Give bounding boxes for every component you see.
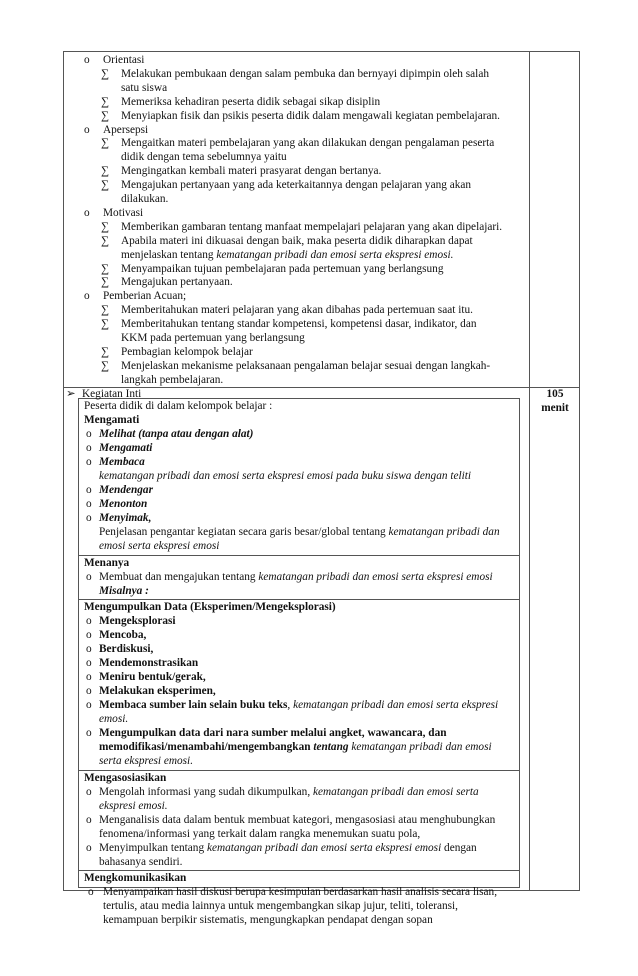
mengumpulkan-item: Mengeksplorasi (99, 615, 176, 627)
mengumpulkan-title: Mengumpulkan Data (Eksperimen/Mengeksplorasi) (84, 601, 336, 613)
separator (78, 599, 520, 600)
sigma-bullet-icon: ∑ (101, 109, 110, 122)
circle-bullet-icon: o (86, 671, 92, 683)
orientasi-item-1-line-0: Memeriksa kehadiran peserta didik sebagai sikap disiplin (121, 95, 381, 108)
menanya-text (99, 571, 493, 585)
orientasi-item-0-line-0: Melakukan pembukaan dengan salam pembuka dan bernyayi dipimpin oleh salah (121, 67, 489, 80)
circle-bullet-icon: o (86, 699, 92, 711)
asosiasi-c1: Menyimpulkan tentang (99, 842, 207, 854)
menanya-text-a: Membuat dan mengajukan tentang (99, 571, 259, 583)
mengumpulkan-item: Berdiskusi, (99, 643, 154, 655)
sigma-bullet-icon: ∑ (101, 234, 110, 247)
pemberian_acuan-item-2-line-0: Pembagian kelompok belajar (121, 345, 253, 358)
mengkomunikasikan-title: Mengkomunikasikan (84, 872, 187, 884)
kegiatan-inti-heading: Kegiatan Inti (82, 388, 142, 400)
separator (78, 555, 520, 556)
asosiasi-c4: bahasanya sendiri. (99, 856, 183, 868)
column-divider (529, 51, 530, 891)
membaca-a: Membaca sumber lain selain buku teks (99, 699, 288, 711)
duration (530, 388, 580, 415)
apersepsi-item-2-line-0: Mengajukan pertanyaan yang ada keterkaitannya dengan pelajaran yang akan (121, 179, 472, 192)
menyimak-detail-c: emosi serta ekspresi emosi (99, 540, 220, 552)
sigma-bullet-icon: ∑ (101, 345, 110, 358)
circle-bullet-icon: o (84, 290, 90, 303)
mengamati-mendengar: Mendengar (99, 484, 153, 496)
kumpul-d: kematangan pribadi dan emosi (351, 741, 492, 753)
mengumpulkan-membaca-c: emosi. (99, 713, 129, 725)
kumpul-b: memodifikasi/menambahi/mengembangkan (99, 741, 311, 753)
asosiasi-a2: kematangan pribadi dan emosi serta (312, 786, 479, 798)
mengumpulkan-item: Mencoba, (99, 629, 147, 641)
mengamati-membaca: Membaca (99, 456, 145, 468)
circle-bullet-icon: o (86, 571, 92, 583)
circle-bullet-icon: o (88, 886, 94, 898)
circle-bullet-icon: o (86, 786, 92, 798)
inti-intro: Peserta didik di dalam kelompok belajar : (84, 400, 273, 412)
sigma-bullet-icon: ∑ (101, 276, 110, 289)
menanya-text-b: kematangan pribadi dan emosi serta ekspresi emosi (258, 571, 493, 583)
orientasi-item-0-line-1: satu siswa (121, 81, 168, 94)
circle-bullet-icon: o (86, 442, 92, 454)
asosiasi-c (99, 842, 477, 856)
motivasi-italic-tail: kematangan pribadi dan emosi serta ekspresi emosi. (216, 248, 454, 261)
komunikasi-line-3: kemampuan berpikir sistematis, mengungkapkan pendapat dengan sopan (103, 914, 433, 926)
asosiasi-b2: fenomena/informasi yang terkait dalam rangka menemukan suatu pola, (99, 828, 421, 840)
pemberian_acuan-item-3-line-0: Menjelaskan mekanisme pelaksanaan pengalaman belajar sesuai dengan langkah- (121, 359, 491, 372)
apersepsi-item-1-line-0: Mengingatkan kembali materi prasyarat dengan bertanya. (121, 165, 382, 178)
circle-bullet-icon: o (86, 615, 92, 627)
separator (78, 870, 520, 871)
pemberian_acuan-item-3-line-1: langkah pembelajaran. (121, 373, 224, 386)
circle-bullet-icon: o (86, 727, 92, 739)
menanya-title: Menanya (84, 557, 130, 569)
menyimak-detail (99, 526, 500, 540)
motivasi-title: Motivasi (103, 206, 144, 219)
motivasi-item-3-line-0: Mengajukan pertanyaan. (121, 276, 233, 289)
sigma-bullet-icon: ∑ (101, 67, 110, 80)
orientasi-title: Orientasi (103, 54, 145, 66)
menyimak-detail-a: Penjelasan pengantar kegiatan secara garis besar/global tentang (99, 526, 389, 538)
motivasi-item-1-line-1-text: menjelaskan tentang (121, 248, 217, 261)
komunikasi-line-1: Menyampaikan hasil diskusi berupa kesimpulan berdasarkan hasil analisis secara lisan, (103, 886, 498, 898)
mengumpulkan-kumpul-a: Mengumpulkan data dari nara sumber melalui angket, wawancara, dan (99, 727, 447, 739)
asosiasi-a (99, 786, 479, 800)
separator (78, 770, 520, 771)
asosiasi-a3: ekspresi emosi. (99, 800, 168, 812)
circle-bullet-icon: o (86, 428, 92, 440)
circle-bullet-icon: o (86, 643, 92, 655)
pemberian_acuan-item-1-line-1: KKM pada pertemuan yang berlangsung (121, 332, 305, 344)
menyimak-detail-b: kematangan pribadi dan (388, 526, 500, 538)
kumpul-c: tentang (313, 741, 349, 753)
mengumpulkan-kumpul-line2 (99, 741, 492, 755)
pemberian_acuan-title: Pemberian Acuan; (103, 290, 187, 303)
circle-bullet-icon: o (86, 512, 92, 524)
circle-bullet-icon: o (86, 657, 92, 669)
sigma-bullet-icon: ∑ (101, 165, 110, 178)
circle-bullet-icon: o (86, 629, 92, 641)
mengamati-melihat: Melihat (tanpa atau dengan alat) (99, 428, 254, 440)
membaca-b: , kematangan pribadi dan emosi serta ekspresi (287, 699, 499, 711)
mengamati-menyimak: Menyimak, (99, 512, 152, 524)
circle-bullet-icon: o (86, 685, 92, 697)
mengumpulkan-item: Melakukan eksperimen, (99, 685, 216, 697)
sigma-bullet-icon: ∑ (101, 262, 110, 275)
sigma-bullet-icon: ∑ (101, 179, 110, 192)
asosiasi-b1: Menganalisis data dalam bentuk membuat kategori, mengasosiasi atau menghubungkan (99, 814, 496, 826)
apersepsi-item-0-line-0: Mengaitkan materi pembelajaran yang akan dilakukan dengan pengalaman peserta (121, 137, 495, 150)
sigma-bullet-icon: ∑ (101, 95, 110, 108)
pemberian_acuan-item-1-line-0: Memberitahukan tentang standar kompetensi, kompetensi dasar, indikator, dan (121, 318, 477, 331)
motivasi-item-1-line-0: Apabila materi ini dikuasai dengan baik, maka peserta didik diharapkan dapat (121, 234, 473, 247)
menanya-misalnya: Misalnya : (99, 585, 149, 597)
duration-unit: menit (541, 401, 569, 414)
sigma-bullet-icon: ∑ (101, 220, 110, 233)
asosiasi-c3: dengan (441, 842, 477, 854)
apersepsi-item-0-line-1: didik dengan tema sebelumnya yaitu (121, 151, 287, 164)
duration-value: 105 (546, 388, 564, 400)
sigma-bullet-icon: ∑ (101, 137, 110, 150)
circle-bullet-icon: o (86, 814, 92, 826)
circle-bullet-icon: o (86, 456, 92, 468)
circle-bullet-icon: o (84, 54, 90, 66)
asosiasi-a1: Mengolah informasi yang sudah dikumpulkan, (99, 786, 313, 798)
mengumpulkan-item: Mendemonstrasikan (99, 657, 199, 669)
circle-bullet-icon: o (86, 842, 92, 854)
circle-bullet-icon: o (86, 484, 92, 496)
sigma-bullet-icon: ∑ (101, 359, 110, 372)
mengumpulkan-item: Meniru bentuk/gerak, (99, 671, 206, 683)
mengumpulkan-membaca (99, 699, 498, 713)
komunikasi-line-2: tertulis, atau media lainnya untuk mengembangkan sikap jujur, teliti, toleransi, (103, 900, 458, 912)
orientasi-item-2-line-0: Menyiapkan fisik dan psikis peserta didik dalam mengawali kegiatan pembelajaran. (121, 109, 500, 122)
circle-bullet-icon: o (84, 123, 90, 136)
circle-bullet-icon: o (84, 206, 90, 219)
arrow-bullet-icon: ➢ (66, 388, 76, 400)
sigma-bullet-icon: ∑ (101, 304, 110, 317)
circle-bullet-icon: o (86, 498, 92, 510)
motivasi-item-2-line-0: Menyampaikan tujuan pembelajaran pada pertemuan yang berlangsung (121, 262, 444, 275)
apersepsi-item-2-line-1: dilakukan. (121, 193, 169, 205)
mengumpulkan-kumpul-e: serta ekspresi emosi. (99, 755, 194, 767)
apersepsi-title: Apersepsi (103, 123, 149, 136)
mengamati-mengamati: Mengamati (99, 442, 153, 454)
pemberian_acuan-item-0-line-0: Memberitahukan materi pelajaran yang akan dibahas pada pertemuan saat itu. (121, 304, 473, 317)
mengasosiasikan-title: Mengasosiasikan (84, 772, 167, 784)
sigma-bullet-icon: ∑ (101, 318, 110, 331)
motivasi-item-1-line-1 (121, 249, 453, 263)
mengamati-title: Mengamati (84, 414, 140, 426)
mengamati-membaca-detail: kematangan pribadi dan emosi serta ekspresi emosi pada buku siswa dengan teliti (99, 470, 472, 482)
asosiasi-c2: kematangan pribadi dan emosi serta ekspresi emosi (206, 842, 442, 854)
motivasi-item-0-line-0: Memberikan gambaran tentang manfaat mempelajari pelajaran yang akan dipelajari. (121, 220, 503, 233)
mengamati-menonton: Menonton (99, 498, 148, 510)
